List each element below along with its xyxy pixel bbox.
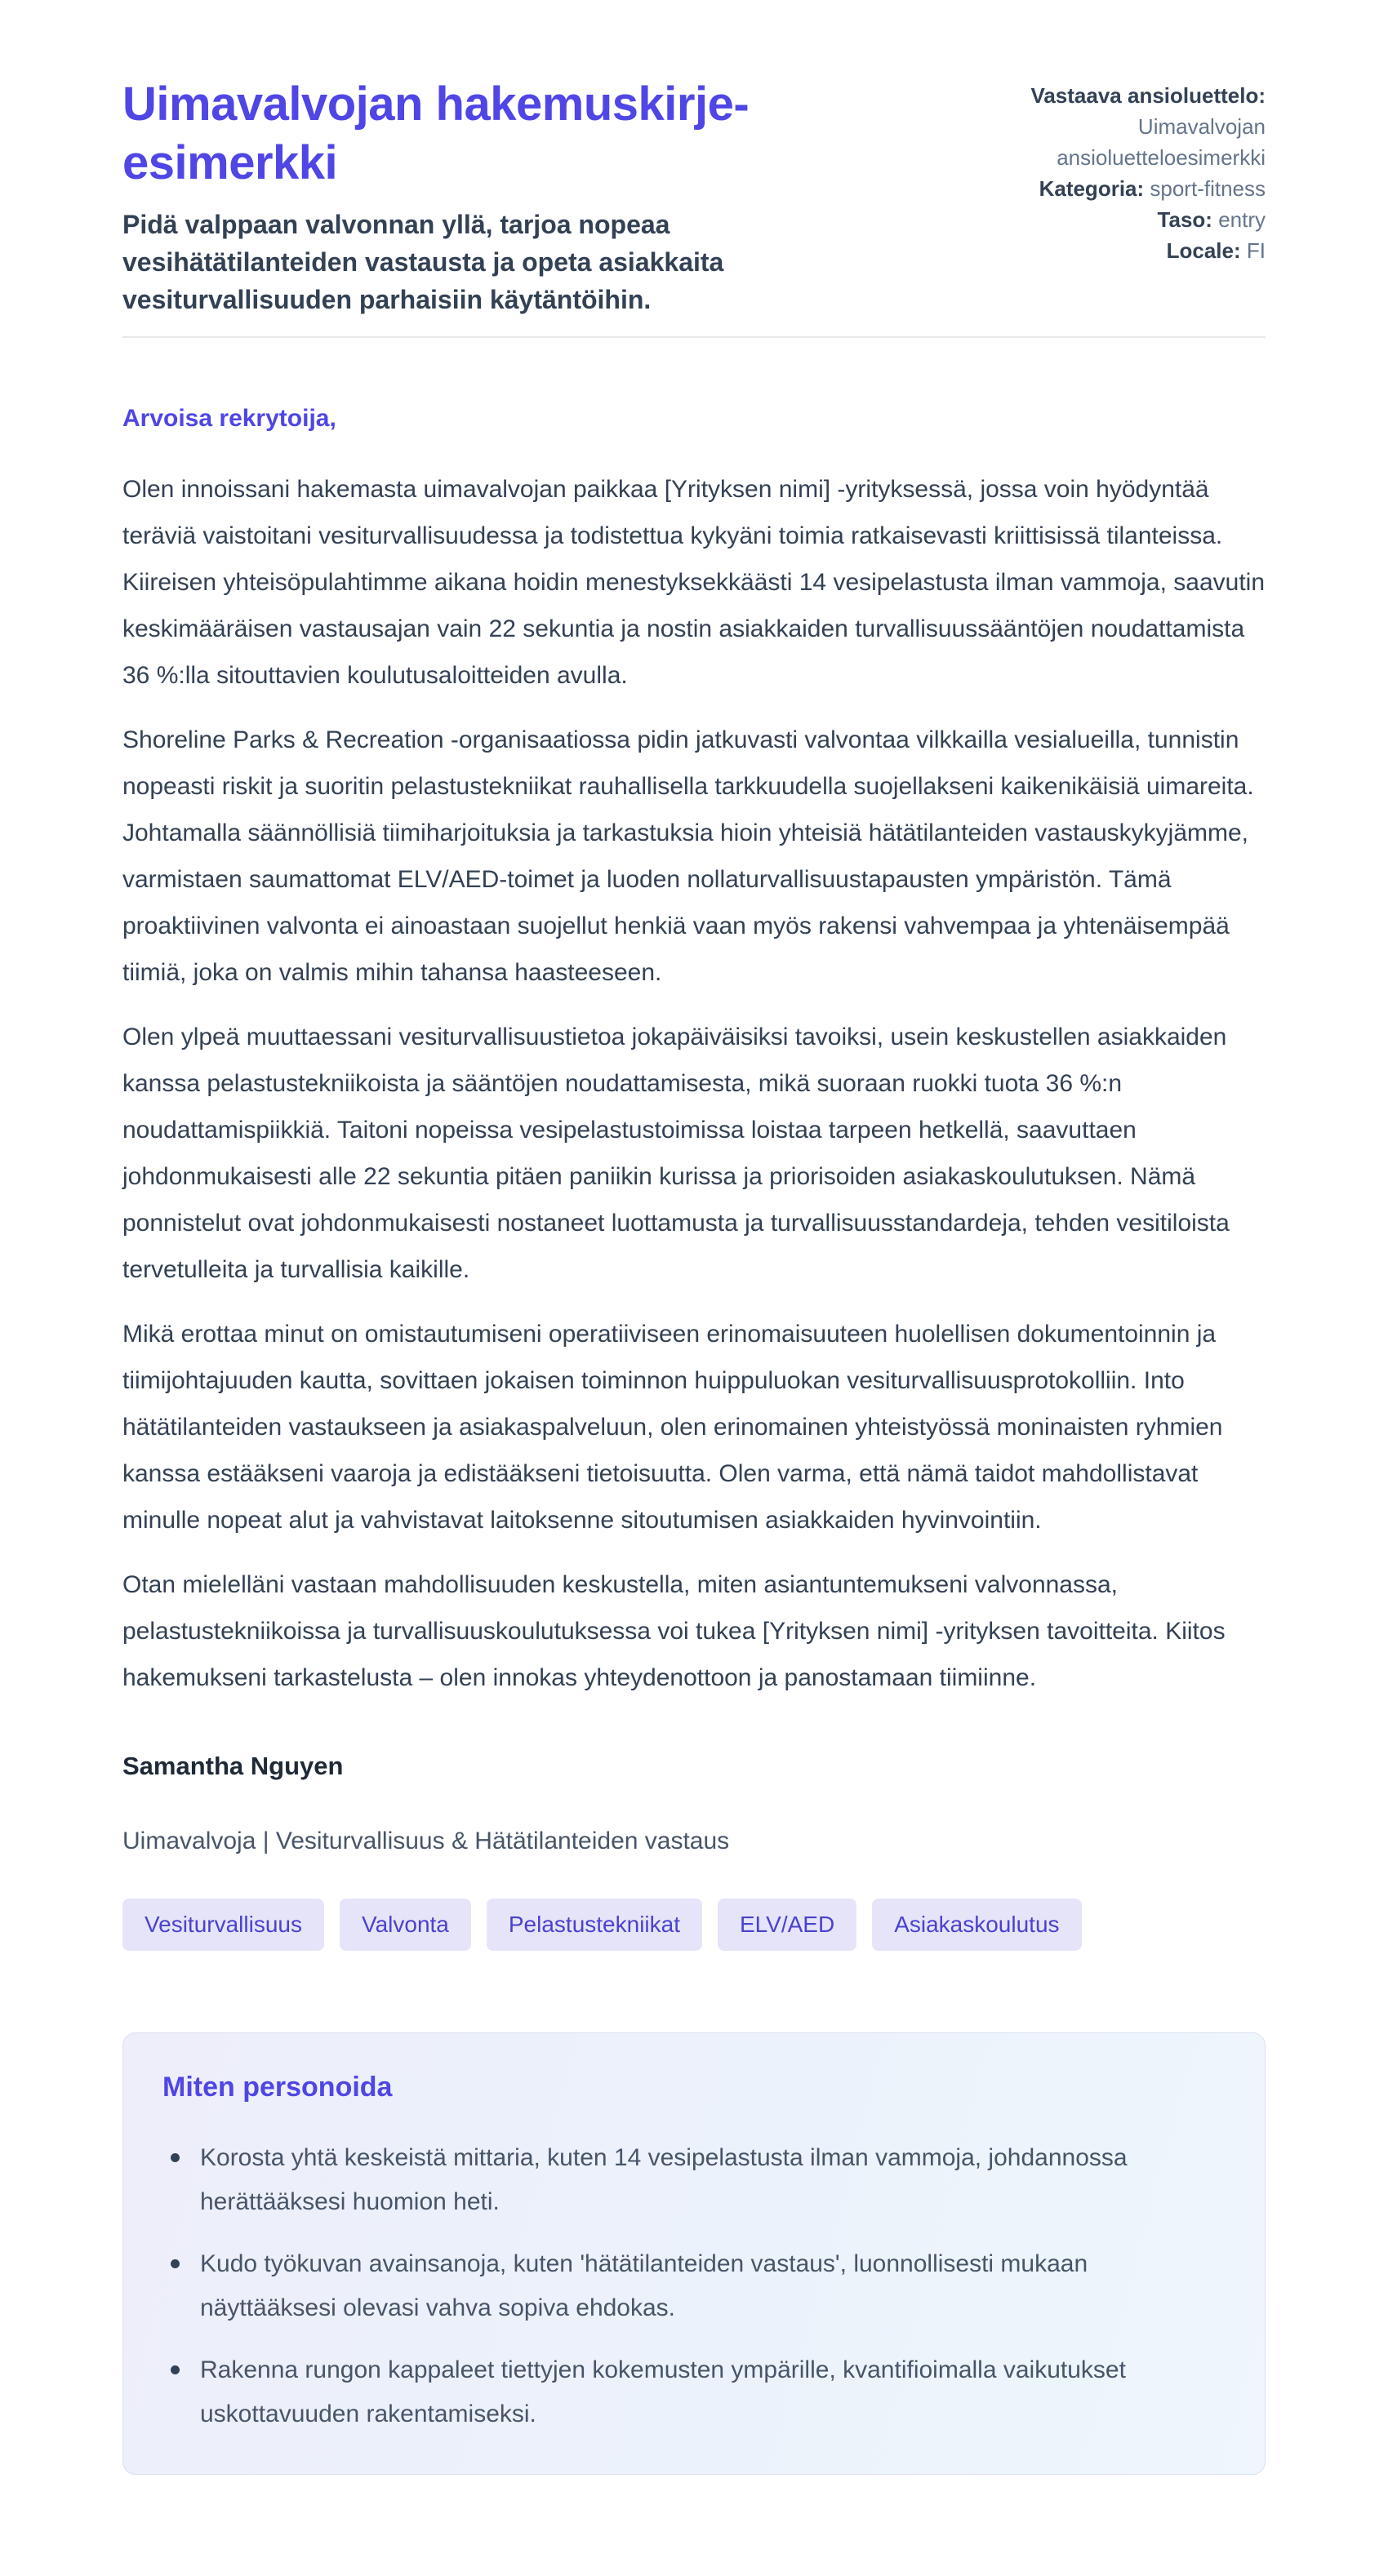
personalization-tips-box <box>122 2032 1266 2475</box>
tips-item <box>162 2348 1226 2436</box>
meta-item <box>947 80 1266 173</box>
page-header <box>122 75 1266 318</box>
bullet-dot-icon <box>171 2365 180 2374</box>
tips-item-text: Korosta yhtä keskeistä mittaria, kuten 14 vesipelastusta ilman vammoja, johdannossa herättääksesi huomion heti. <box>200 2144 1128 2215</box>
meta-label: Taso: <box>1157 207 1212 232</box>
page-subtitle: Pidä valppaan valvonnan yllä, tarjoa nopeaa vesihätätilanteiden vastausta ja opeta asiakkaita vesiturvallisuuden parhaisiin käytäntöihin. <box>122 210 724 314</box>
letter-paragraph: Olen ylpeä muuttaessani vesiturvallisuustietoa jokapäiväisiksi tavoiksi, usein keskustellen asiakkaiden kanssa pelastustekniikoista ja sääntöjen noudattamisesta, mikä suoraan ruokki tuota 36 %:n noudattamispiikkiä. Taitoni nopeissa vesipelastustoimissa loistaa tarpeen hetkellä, saavuttaen johdonmukaisesti alle 22 sekuntia pitäen paniikin kurissa ja priorisoiden asiakaskoulutuksen. Nämä ponnistelut ovat johdonmukaisesti nostaneet luottamusta ja turvallisuusstandardeja, tehden vesitiloista tervetulleita ja turvallisia kaikille. <box>122 1024 1230 1283</box>
header-divider <box>122 336 1266 338</box>
skill-tag-pill[interactable]: Vesiturvallisuus <box>122 1899 324 1951</box>
skill-tag-pill[interactable]: Asiakaskoulutus <box>872 1899 1081 1951</box>
skill-tag-pill[interactable]: ELV/AED <box>718 1899 856 1951</box>
bullet-dot-icon <box>171 2259 180 2268</box>
meta-item <box>947 204 1266 235</box>
meta-label: Locale: <box>1166 238 1241 263</box>
page-title: Uimavalvojan hakemuskirje-esimerkki <box>122 78 750 189</box>
tips-heading: Miten personoida <box>162 2072 393 2103</box>
meta-value: Uimavalvojan ansioluetteloesimerkki <box>1057 114 1266 170</box>
letter-paragraphs <box>122 466 1266 1701</box>
meta-value: FI <box>1246 238 1266 263</box>
skill-tags <box>122 1899 1266 1951</box>
letter-paragraph: Otan mielelläni vastaan mahdollisuuden keskustella, miten asiantuntemukseni valvonnassa, pelastustekniikoissa ja turvallisuuskoulutuksessa voi tukea [Yrityksen nimi] -yrityksen tavoitteita. Kiitos hakemukseni tarkastelusta – olen innokas yhteydenottoon ja panostamaan tiimiinne. <box>122 1571 1226 1691</box>
meta-item <box>947 173 1266 204</box>
letter-paragraph: Mikä erottaa minut on omistautumiseni operatiiviseen erinomaisuuteen huolellisen dokumentoinnin ja tiimijohtajuuden kautta, sovittaen jokaisen toiminnon huippuluokan vesiturvallisuusprotokolliin. Into hätätilanteiden vastaukseen ja asiakaspalveluun, olen erinomainen yhteistyössä moninaisten ryhmien kanssa estääkseni vaaroja ja edistääkseni tietoisuutta. Olen varma, että nämä taidot mahdollistavat minulle nopeat alut ja vahvistavat laitoksenne sitoutumisen asiakkaiden hyvinvointiin. <box>122 1321 1223 1534</box>
meta-panel <box>947 75 1266 266</box>
letter-greeting: Arvoisa rekrytoija, <box>122 405 336 432</box>
letter-paragraph: Olen innoissani hakemasta uimavalvojan paikkaa [Yrityksen nimi] -yrityksessä, jossa voin hyödyntää teräviä vaistoitani vesiturvallisuudessa ja todistettua kykyäni toimia ratkaisevasti kriittisissä tilanteissa. Kiireisen yhteisöpulahtimme aikana hoidin menestyksekkäästi 14 vesipelastusta ilman vammoja, saavutin keskimääräisen vastausajan vain 22 sekuntia ja nostin asiakkaiden turvallisuussääntöjen noudattamista 36 %:lla sitouttavien koulutusaloitteiden avulla. <box>122 476 1266 689</box>
signature-role: Uimavalvoja | Vesiturvallisuus & Hätätilanteiden vastaus <box>122 1828 730 1854</box>
tips-item <box>162 2242 1226 2330</box>
letter-body <box>122 395 1266 1859</box>
header-title-block <box>122 75 947 318</box>
meta-value: entry <box>1218 207 1266 232</box>
meta-label: Vastaava ansioluettelo: <box>1030 83 1266 108</box>
signature-block <box>122 1748 1266 1859</box>
bullet-dot-icon <box>171 2153 180 2162</box>
tips-item <box>162 2136 1226 2224</box>
tips-item-text: Rakenna rungon kappaleet tiettyjen kokemusten ympärille, kvantifioimalla vaikutukset uskottavuuden rakentamiseksi. <box>200 2356 1126 2427</box>
skill-tag-pill[interactable]: Pelastustekniikat <box>487 1899 702 1951</box>
letter-paragraph: Shoreline Parks & Recreation -organisaatiossa pidin jatkuvasti valvontaa vilkkailla vesialueilla, tunnistin nopeasti riskit ja suoritin pelastustekniikat rauhallisella tarkkuudella suojellakseni kaikenikäisiä uimareita. Johtamalla säännöllisiä tiimiharjoituksia ja tarkastuksia hioin yhteisiä hätätilanteiden vastauskykyjämme, varmistaen saumattomat ELV/AED-toimet ja luoden nollaturvallisuustapausten ympäristön. Tämä proaktiivinen valvonta ei ainoastaan suojellut henkiä vaan myös rakensi vahvempaa ja yhtenäisempää tiimiä, joka on valmis mihin tahansa haasteeseen. <box>122 726 1254 986</box>
meta-label: Kategoria: <box>1039 176 1145 201</box>
tips-list <box>162 2136 1226 2436</box>
skill-tag-pill[interactable]: Valvonta <box>340 1899 471 1951</box>
tips-item-text: Kudo työkuvan avainsanoja, kuten 'hätätilanteiden vastaus', luonnollisesti mukaan näyttääksesi olevasi vahva sopiva ehdokas. <box>200 2250 1088 2321</box>
signature-name: Samantha Nguyen <box>122 1752 344 1780</box>
meta-value: sport-fitness <box>1150 176 1266 201</box>
meta-item <box>947 235 1266 266</box>
